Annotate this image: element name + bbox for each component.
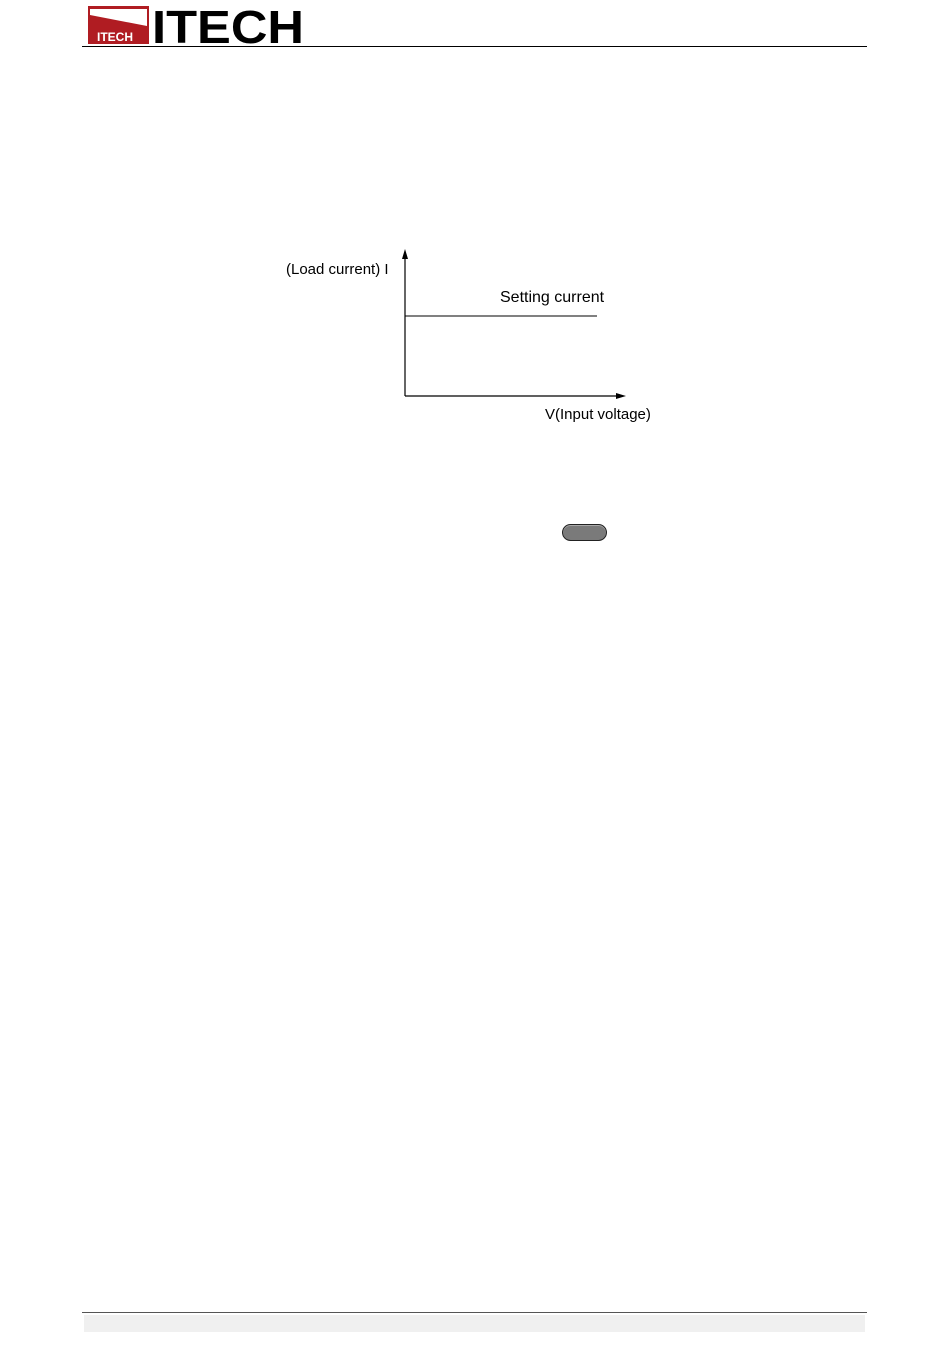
cc-mode-graph bbox=[270, 240, 690, 440]
setting-current-label: Setting current bbox=[500, 289, 605, 306]
x-axis-label: V(Input voltage) bbox=[545, 406, 651, 423]
logo-wordmark: ITECH bbox=[152, 6, 304, 46]
footer-band bbox=[84, 1315, 865, 1332]
constant-current-diagram bbox=[270, 240, 690, 440]
y-axis-label: (Load current) I bbox=[286, 261, 389, 278]
header-divider bbox=[82, 46, 867, 47]
x-axis-arrow-icon bbox=[616, 393, 626, 399]
logo-badge-text: ITECH bbox=[97, 30, 133, 44]
page-header bbox=[0, 0, 950, 50]
front-panel-key-icon bbox=[562, 524, 607, 541]
itech-logo bbox=[88, 6, 308, 46]
footer-divider bbox=[82, 1312, 867, 1313]
itech-logo-graphic bbox=[88, 6, 308, 46]
y-axis-arrow-icon bbox=[402, 249, 408, 259]
